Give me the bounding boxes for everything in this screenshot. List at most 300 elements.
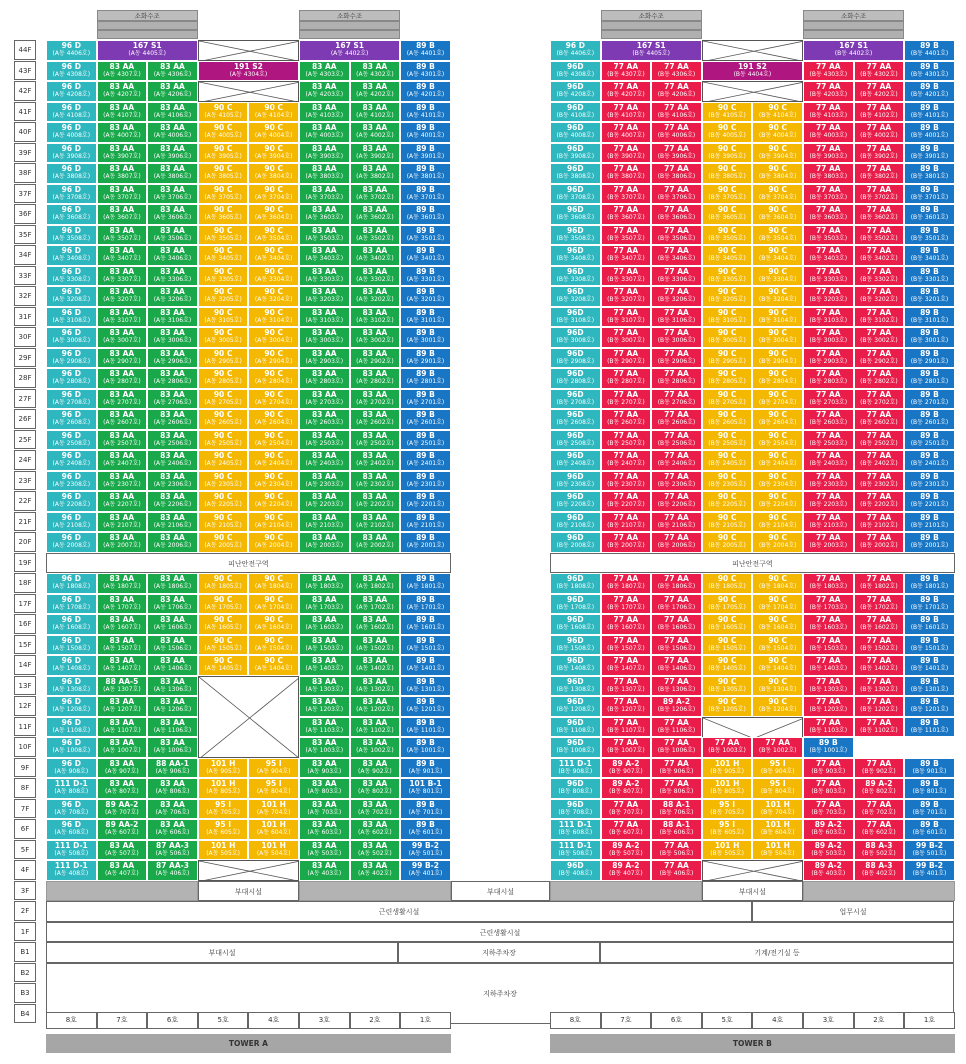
unit-type: 77 AA — [664, 656, 689, 665]
unit-cell — [198, 491, 249, 512]
unit-type: 83 AA — [160, 82, 185, 91]
floor-label: 15F — [14, 635, 36, 655]
unit-type: 89 B — [416, 369, 435, 378]
unit-type: 96 D — [61, 615, 81, 624]
unit-type: 89 B — [920, 246, 939, 255]
unit-cell — [248, 430, 299, 451]
unit-number: (A동 2006호) — [153, 542, 192, 549]
unit-cell — [601, 184, 652, 205]
unit-number: (A동 708호) — [54, 808, 89, 816]
unit-type: 90 C — [717, 205, 737, 214]
unit-type: 96 D — [61, 123, 81, 132]
unit-number: (B동 3207호) — [607, 296, 645, 303]
unit-type: 77 AA — [664, 164, 689, 173]
void-area — [198, 860, 299, 881]
unit-cell — [550, 204, 601, 225]
unit-number: (B동 4307호) — [607, 70, 645, 78]
unit-number: (A동 1505호) — [204, 644, 242, 652]
unit-cell — [350, 327, 401, 348]
unit-cell — [46, 676, 97, 697]
unit-type: 96 D — [61, 492, 81, 501]
unit-cell — [147, 143, 198, 164]
unit-type: 83 AA — [160, 287, 185, 296]
roof-tank-block — [601, 30, 702, 39]
unit-cell — [299, 266, 350, 287]
unit-cell — [97, 676, 148, 697]
unit-cell — [550, 368, 601, 389]
unit-number: (B동 3308호) — [556, 275, 595, 283]
unit-type: 77 AA — [866, 758, 892, 768]
unit-cell — [601, 799, 652, 820]
unit-number: (B동 2604호) — [758, 419, 797, 426]
unit-number: (A동 3908호) — [52, 152, 91, 160]
unit-cell — [400, 450, 451, 471]
unit-type: 89 B — [920, 635, 939, 645]
unit-number: (B동 3108호) — [556, 316, 595, 324]
unit-type: 89 B — [416, 615, 435, 624]
unit-number: (A동 2606호) — [153, 419, 192, 426]
unit-number-header: 4호 — [248, 1012, 299, 1029]
unit-number: (B동 1206호) — [657, 706, 696, 713]
unit-number: (B동 3306호) — [657, 275, 696, 283]
unit-cell — [601, 512, 652, 533]
unit-number: (B동 2504호) — [758, 439, 797, 447]
unit-number: (B동 4308호) — [556, 70, 595, 78]
unit-cell — [550, 245, 601, 266]
unit-type: 90 C — [717, 389, 737, 399]
unit-number: (A동 1807호) — [103, 583, 141, 590]
unit-cell — [651, 471, 702, 492]
unit-cell — [248, 184, 299, 205]
unit-number: (A동 3401호) — [406, 255, 445, 262]
unit-number: (B동 1203호) — [809, 706, 848, 713]
unit-type: 99 B-2 — [411, 861, 440, 870]
unit-cell — [702, 819, 753, 840]
unit-type: 83 AA — [160, 738, 185, 747]
unit-cell — [803, 799, 854, 820]
unit-cell — [248, 245, 299, 266]
unit-cell — [550, 430, 601, 451]
unit-type: 77 AA — [613, 492, 639, 501]
unit-cell — [854, 819, 905, 840]
unit-type: 96D — [566, 184, 584, 194]
unit-type: 77 AA — [613, 184, 639, 194]
roof-tank-block — [299, 30, 400, 39]
unit-number: (B동 804호) — [760, 788, 795, 795]
unit-type: 83 AA — [109, 861, 135, 870]
unit-type: 89 B — [416, 287, 435, 296]
unit-number: (B동 2703호) — [809, 398, 848, 406]
unit-number: (B동 3404호) — [758, 255, 797, 262]
unit-type: 90 C — [213, 266, 233, 276]
unit-cell — [702, 225, 753, 246]
unit-number: (B동 603호) — [811, 829, 846, 836]
unit-number: (B동 1705호) — [708, 603, 746, 611]
unit-cell — [854, 409, 905, 430]
unit-type: 83 AA — [311, 143, 337, 153]
unit-type: 77 AA — [866, 492, 892, 501]
unit-cell — [601, 368, 652, 389]
unit-number: (A동 2703호) — [305, 398, 344, 406]
unit-cell — [299, 717, 350, 738]
unit-number: (A동 1602호) — [356, 624, 394, 631]
unit-cell — [854, 327, 905, 348]
unit-cell — [147, 81, 198, 102]
unit-number-header: 1호 — [904, 1012, 955, 1029]
unit-type: 77 AA — [815, 758, 841, 768]
unit-type: 83 AA — [362, 348, 388, 358]
unit-number: (B동 2202호) — [860, 501, 898, 508]
unit-type: 101 H — [714, 779, 740, 788]
unit-cell — [702, 532, 753, 553]
unit-type: 90 C — [768, 102, 787, 112]
floor-label: 14F — [14, 655, 36, 675]
unit-number: (B동 1708호) — [556, 603, 595, 611]
unit-cell — [752, 204, 803, 225]
unit-number: (B동 3804호) — [758, 173, 797, 180]
unit-number: (A동 4006호) — [153, 132, 192, 139]
unit-type: 83 AA — [311, 779, 337, 788]
unit-type: 83 AA — [311, 492, 337, 501]
unit-cell — [854, 614, 905, 635]
unit-number: (B동 1107호) — [607, 726, 645, 734]
unit-number: (B동 3906호) — [657, 152, 696, 160]
unit-number: (A동 2105호) — [204, 521, 242, 529]
unit-cell — [97, 430, 148, 451]
unit-number: (A동 602호) — [358, 829, 392, 836]
unit-type: 90 C — [213, 123, 233, 132]
unit-type: 77 AA — [664, 615, 689, 624]
unit-number: (B동 2007호) — [607, 542, 645, 549]
unit-number: (A동 1103호) — [305, 726, 344, 734]
unit-type: 83 AA — [160, 430, 185, 440]
unit-number: (B동 901호) — [912, 767, 947, 775]
floor-label: 8F — [14, 778, 36, 798]
unit-number: (B동 2303호) — [809, 480, 848, 488]
unit-cell — [651, 696, 702, 717]
unit-type: 90 C — [264, 328, 283, 337]
unit-cell — [198, 799, 249, 820]
unit-type: 83 AA — [362, 61, 388, 71]
unit-cell — [601, 696, 652, 717]
unit-cell — [752, 389, 803, 410]
unit-number: (A동 3006호) — [153, 337, 192, 344]
unit-cell — [601, 266, 652, 287]
unit-cell — [854, 799, 905, 820]
unit-type: 90 C — [213, 430, 233, 440]
unit-number: (B동 1307호) — [607, 685, 645, 693]
unit-type: 90 C — [768, 266, 787, 276]
unit-type: 83 AA — [160, 799, 185, 809]
unit-number: (A동 2404호) — [254, 460, 293, 467]
unit-type: 83 AA — [160, 533, 185, 542]
unit-type: 77 AA — [815, 164, 841, 173]
unit-cell — [651, 348, 702, 369]
unit-cell — [854, 204, 905, 225]
unit-cell — [702, 61, 803, 82]
unit-cell — [299, 61, 350, 82]
unit-number: (B동 3503호) — [809, 234, 848, 242]
unit-type: 77 AA — [866, 369, 892, 378]
unit-number: (B동 1204호) — [758, 706, 797, 713]
unit-number: (B동 1807호) — [607, 583, 645, 590]
unit-cell — [299, 286, 350, 307]
unit-cell — [702, 758, 753, 779]
unit-cell — [702, 778, 753, 799]
unit-number: (A동 4306호) — [153, 70, 192, 78]
unit-number: (A동 3808호) — [52, 173, 91, 180]
unit-cell — [46, 204, 97, 225]
floor-label: B2 — [14, 963, 36, 983]
unit-cell — [601, 737, 652, 758]
unit-number: (B동 2807호) — [607, 378, 645, 385]
unit-number: (A동 2604호) — [254, 419, 293, 426]
unit-number: (B동 2908호) — [556, 357, 595, 365]
unit-type: 89 B — [416, 164, 435, 173]
unit-number: (A동 1507호) — [103, 644, 141, 652]
unit-number: (A동 1608호) — [52, 624, 91, 631]
unit-type: 77 AA — [815, 102, 841, 112]
unit-type: 77 AA — [664, 676, 689, 686]
unit-number: (B동 2006호) — [657, 542, 696, 549]
unit-cell — [803, 409, 854, 430]
podium-1f-retail: 근린생활시설 — [46, 922, 954, 943]
unit-number: (A동 1503호) — [305, 644, 344, 652]
unit-number: (A동 2508호) — [52, 439, 91, 447]
unit-type: 90 C — [717, 574, 737, 583]
unit-type: 83 AA — [311, 430, 337, 440]
unit-cell — [400, 573, 451, 594]
unit-type: 77 AA — [613, 102, 639, 112]
unit-type: 77 AA — [613, 307, 639, 317]
unit-type: 83 AA — [109, 287, 135, 296]
unit-cell — [904, 491, 955, 512]
unit-type: 77 AA — [664, 246, 689, 255]
unit-cell — [248, 122, 299, 143]
unit-type: 89 B — [920, 102, 939, 112]
unit-type: 89 B — [416, 246, 435, 255]
unit-number: (A동 608호) — [54, 829, 89, 836]
unit-cell — [752, 163, 803, 184]
unit-number: (B동 3701호) — [910, 193, 949, 201]
unit-cell — [400, 512, 451, 533]
unit-type: 77 AA — [866, 512, 892, 522]
unit-cell — [550, 819, 601, 840]
unit-type: 88 AA-5 — [105, 676, 139, 686]
unit-type: 77 AA — [815, 369, 841, 378]
unit-cell — [350, 655, 401, 676]
unit-cell — [803, 594, 854, 615]
unit-number-header: 3호 — [299, 1012, 350, 1029]
unit-number: (A동 2305호) — [204, 480, 242, 488]
unit-number: (B동 4201호) — [910, 91, 949, 98]
unit-number: (A동 2802호) — [356, 378, 394, 385]
unit-type: 83 AA — [362, 225, 388, 235]
unit-type: 96 D — [61, 410, 81, 419]
unit-number: (A동 1006호) — [153, 747, 192, 754]
unit-cell — [651, 163, 702, 184]
unit-type: 83 AA — [362, 615, 388, 624]
unit-type: 99 B-2 — [915, 840, 944, 850]
unit-cell — [752, 819, 803, 840]
unit-cell — [97, 245, 148, 266]
unit-number: (B동 3705호) — [708, 193, 746, 201]
unit-type: 96D — [566, 861, 584, 870]
void-area — [198, 676, 299, 758]
unit-type: 90 C — [717, 287, 737, 296]
unit-type: 90 C — [264, 123, 283, 132]
unit-type: 77 AA — [815, 184, 841, 194]
floor-label: 3F — [14, 881, 36, 901]
unit-cell — [550, 450, 601, 471]
unit-number: (A동 3004호) — [254, 337, 293, 344]
unit-cell — [803, 225, 854, 246]
unit-cell — [854, 860, 905, 881]
unit-number: (A동 1705호) — [204, 603, 242, 611]
unit-type: 101 H — [261, 799, 286, 809]
unit-type: 96 D — [61, 676, 81, 686]
unit-type: 90 C — [768, 369, 787, 378]
unit-type: 96 D — [61, 635, 81, 645]
unit-type: 89 A-2 — [814, 840, 842, 850]
unit-type: 90 C — [213, 348, 233, 358]
unit-cell — [198, 184, 249, 205]
unit-type: 88 A-1 — [662, 820, 691, 829]
unit-type: 89 B — [920, 389, 939, 399]
unit-type: 89 AA-2 — [105, 799, 139, 809]
unit-cell — [198, 61, 299, 82]
unit-number: (A동 503호) — [307, 849, 342, 857]
unit-number: (A동 901호) — [408, 767, 443, 775]
unit-type: 90 C — [213, 471, 233, 481]
unit-number: (A동 1706호) — [153, 603, 192, 611]
unit-cell — [854, 778, 905, 799]
unit-type: 90 C — [768, 430, 787, 440]
unit-number: (B동 1301호) — [910, 685, 949, 693]
unit-number: (B동 604호) — [760, 829, 795, 836]
unit-cell — [97, 266, 148, 287]
unit-number: (A동 3105호) — [204, 316, 242, 324]
unit-cell — [550, 409, 601, 430]
unit-type: 90 C — [264, 225, 283, 235]
unit-cell — [46, 40, 97, 61]
unit-type: 96 D — [61, 471, 81, 481]
unit-type: 83 AA — [109, 225, 135, 235]
unit-cell — [904, 286, 955, 307]
unit-number: (A동 2501호) — [406, 439, 445, 447]
unit-cell — [46, 696, 97, 717]
unit-type: 77 AA — [866, 328, 892, 337]
unit-cell — [400, 163, 451, 184]
unit-type: 90 C — [264, 184, 283, 194]
unit-type: 96 D — [61, 758, 81, 768]
unit-cell — [97, 717, 148, 738]
unit-cell — [904, 819, 955, 840]
unit-type: 89 B — [416, 697, 435, 706]
unit-cell — [702, 614, 753, 635]
unit-number: (A동 1306호) — [153, 685, 192, 693]
unit-type: 83 AA — [311, 471, 337, 481]
unit-cell — [147, 286, 198, 307]
unit-number: (B동 2708호) — [556, 398, 595, 406]
unit-type: 90 C — [213, 615, 233, 624]
unit-number: (B동 2805호) — [708, 378, 746, 385]
unit-cell — [752, 758, 803, 779]
unit-cell — [198, 327, 249, 348]
unit-type: 83 AA — [160, 348, 185, 358]
unit-number: (B동 4208호) — [556, 91, 595, 98]
unit-number: (B동 2902호) — [860, 357, 898, 365]
unit-type: 83 AA — [362, 369, 388, 378]
unit-number: (A동 3202호) — [356, 296, 394, 303]
unit-type: 96 D — [61, 348, 81, 358]
unit-cell — [350, 737, 401, 758]
unit-number: (B동 3905호) — [708, 152, 746, 160]
unit-type: 89 B — [920, 143, 939, 153]
unit-cell — [651, 614, 702, 635]
unit-number: (A동 1801호) — [406, 583, 445, 590]
unit-cell — [904, 594, 955, 615]
unit-type: 90 C — [717, 225, 737, 235]
unit-number: (B동 2601호) — [910, 419, 949, 426]
unit-number: (B동 1707호) — [607, 603, 645, 611]
unit-type: 96 D — [61, 307, 81, 317]
unit-cell — [904, 204, 955, 225]
unit-number: (A동 4405호) — [128, 50, 166, 57]
unit-number: (B동 907호) — [609, 767, 643, 775]
unit-number: (A동 1502호) — [356, 644, 394, 652]
unit-cell — [46, 245, 97, 266]
unit-cell — [651, 635, 702, 656]
unit-number-header: 1호 — [400, 1012, 451, 1029]
unit-number: (A동 704호) — [256, 808, 291, 816]
unit-number: (A동 3805호) — [204, 173, 242, 180]
unit-type: 77 AA — [866, 266, 892, 276]
unit-type: 96D — [566, 82, 584, 91]
floor-label: 33F — [14, 266, 36, 286]
unit-number: (B동 706호) — [659, 808, 694, 816]
unit-type: 77 AA — [664, 594, 689, 604]
unit-number: (B동 4105호) — [708, 111, 746, 119]
unit-cell — [854, 450, 905, 471]
unit-cell — [550, 266, 601, 287]
unit-number: (A동 2003호) — [305, 542, 344, 549]
unit-type: 77 AA — [664, 861, 689, 870]
unit-number: (B동 2804호) — [758, 378, 797, 385]
unit-number: (B동 3107호) — [607, 316, 645, 324]
unit-type: 89 B — [416, 266, 435, 276]
unit-number: (B동 1003호) — [708, 747, 746, 754]
unit-type: 90 C — [717, 635, 737, 645]
unit-cell — [198, 245, 249, 266]
unit-number: (B동 1803호) — [809, 583, 848, 590]
unit-number: (B동 1102호) — [860, 726, 898, 734]
unit-type: 89 B — [416, 758, 435, 768]
unit-cell — [550, 307, 601, 328]
unit-cell — [299, 389, 350, 410]
unit-cell — [248, 799, 299, 820]
unit-type: 89 B — [416, 307, 435, 317]
unit-cell — [400, 430, 451, 451]
unit-cell — [248, 491, 299, 512]
unit-cell — [350, 122, 401, 143]
unit-type: 77 AA — [815, 61, 841, 71]
unit-type: 77 AA — [815, 205, 841, 214]
unit-number: (B동 2803호) — [809, 378, 848, 385]
unit-type: 96D — [566, 799, 584, 809]
unit-type: 96D — [566, 492, 584, 501]
unit-cell — [702, 184, 753, 205]
